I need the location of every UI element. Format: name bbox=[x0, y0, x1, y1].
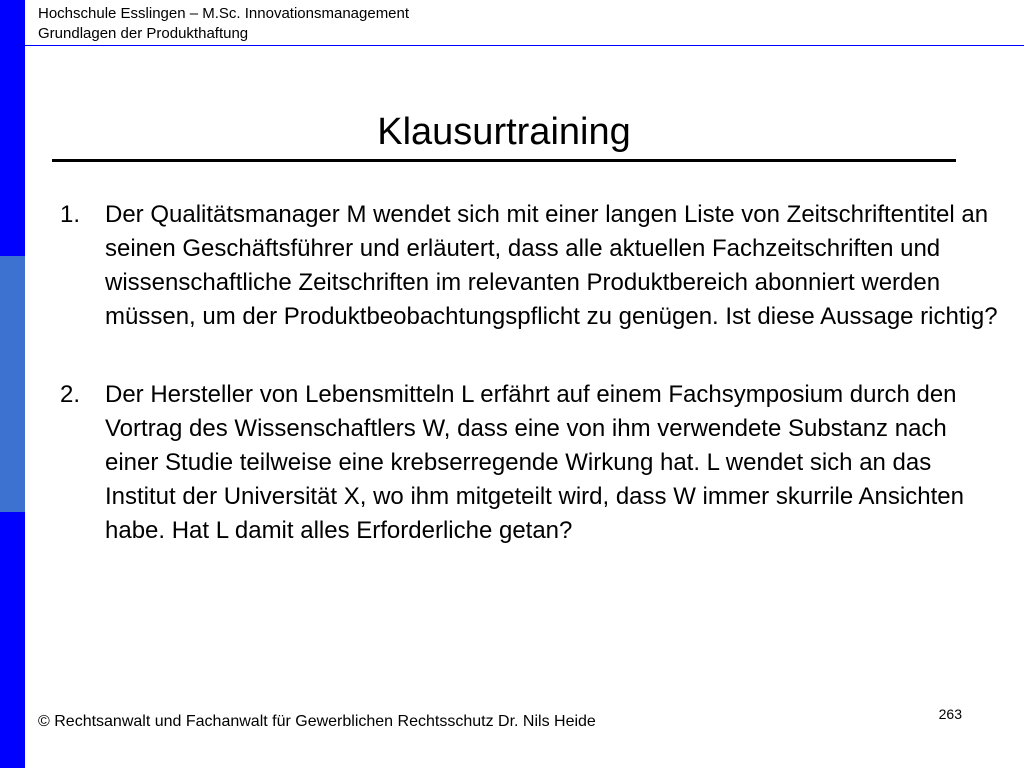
slide-header bbox=[38, 4, 409, 44]
question-number: 2. bbox=[60, 381, 81, 408]
question-item-1 bbox=[60, 198, 1000, 334]
title-underline bbox=[52, 159, 956, 162]
slide-title: Klausurtraining bbox=[377, 111, 631, 153]
question-list bbox=[60, 198, 1000, 548]
question-item-2 bbox=[60, 378, 1000, 548]
header-course: Grundlagen der Produkthaftung bbox=[38, 25, 249, 42]
page-number: 263 bbox=[938, 706, 962, 722]
header-institution: Hochschule Esslingen – M.Sc. Innovationsmanagement bbox=[38, 5, 410, 22]
header-divider bbox=[25, 45, 1024, 46]
question-number: 1. bbox=[60, 201, 81, 228]
sidebar-accent-bottom bbox=[0, 512, 25, 768]
question-text: Der Qualitätsmanager M wendet sich mit einer langen Liste von Zeitschriftentitel an seinen Geschäftsführer und erläutert, dass alle aktuellen Fachzeitschriften und wissenschaftliche Zeitschriften im relevanten Produktbereich abonniert werden müssen, um der Produktbeobachtungspflicht zu genügen. Ist diese Aussage richtig? bbox=[105, 201, 998, 330]
footer-copyright: © Rechtsanwalt und Fachanwalt für Gewerblichen Rechtsschutz Dr. Nils Heide bbox=[38, 713, 596, 730]
sidebar-accent-middle bbox=[0, 256, 25, 512]
question-text: Der Hersteller von Lebensmitteln L erfährt auf einem Fachsymposium durch den Vortrag des Wissenschaftlers W, dass eine von ihm verwendete Substanz nach einer Studie teilweise eine krebserregende Wirkung hat. L wendet sich an das Institut der Universität X, wo ihm mitgeteilt wird, dass W immer skurrile Ansichten habe. Hat L damit alles Erforderliche getan? bbox=[105, 381, 964, 544]
sidebar-accent-top bbox=[0, 0, 25, 256]
